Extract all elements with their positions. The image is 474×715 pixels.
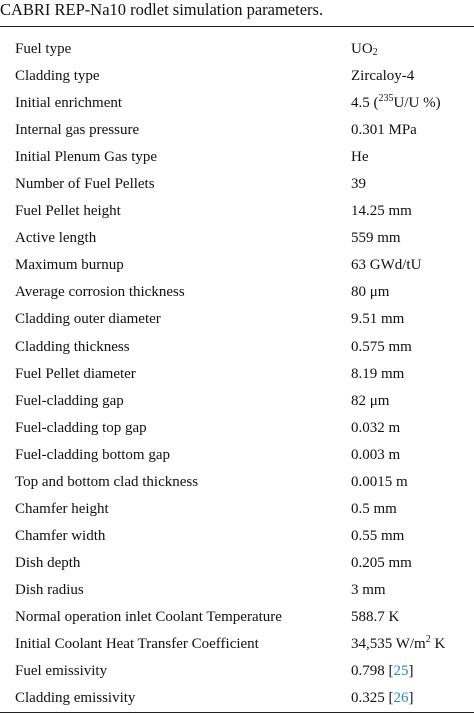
table-row: [0, 631, 474, 658]
table-row: [0, 496, 474, 523]
table-row: [0, 469, 474, 496]
table-row: [0, 36, 474, 63]
table-row: [0, 117, 474, 144]
param-label: Initial Plenum Gas type: [15, 149, 158, 166]
table-row: [0, 198, 474, 225]
param-value: 63 GWd/tU: [351, 257, 422, 274]
param-label: Chamfer height: [15, 500, 109, 517]
param-value: 0.003 m: [351, 446, 401, 463]
table-caption: CABRI REP-Na10 rodlet simulation parameters.: [0, 0, 324, 19]
param-label: Initial Coolant Heat Transfer Coefficient: [15, 636, 259, 653]
param-value: He: [351, 149, 369, 166]
table-row: [0, 334, 474, 361]
param-label: Average corrosion thickness: [15, 284, 185, 301]
param-label: Chamfer width: [15, 527, 106, 544]
table-row: [0, 550, 474, 577]
param-label: Fuel-cladding bottom gap: [15, 446, 170, 463]
table-row: [0, 144, 474, 171]
param-label: Initial enrichment: [15, 95, 123, 112]
param-value: 559 mm: [351, 230, 401, 247]
param-label: Internal gas pressure: [15, 122, 140, 139]
param-label: Fuel-cladding gap: [15, 392, 124, 409]
param-value: 82 μm: [351, 392, 390, 409]
table-row: [0, 442, 474, 469]
table-row: [0, 225, 474, 252]
param-value: 14.25 mm: [351, 203, 412, 220]
table-row: [0, 279, 474, 306]
table-top-rule: [0, 26, 474, 27]
param-label: Cladding emissivity: [15, 690, 136, 707]
table-row: [0, 577, 474, 604]
param-label: Normal operation inlet Coolant Temperature: [15, 608, 282, 625]
param-value: 0.301 MPa: [351, 122, 417, 139]
table-row: [0, 604, 474, 631]
param-value: $UO_2$: [351, 41, 378, 58]
param-label: Fuel emissivity: [15, 663, 108, 680]
param-label: Fuel Pellet height: [15, 203, 121, 220]
param-label: Cladding outer diameter: [15, 311, 161, 328]
param-label: Fuel type: [15, 41, 72, 57]
param-value: 588.7 K: [351, 608, 400, 625]
param-label: Cladding type: [15, 68, 100, 85]
param-value: 34,535 $W/m^2$ K: [351, 634, 446, 653]
param-value: 0.575 mm: [351, 338, 412, 355]
parameters-table: [0, 36, 474, 712]
param-value: 39: [351, 176, 366, 193]
param-value: 0.798 [25]: [351, 663, 414, 680]
reference-link[interactable]: 25: [393, 663, 409, 680]
table-row: [0, 388, 474, 415]
table-row: [0, 685, 474, 712]
param-label: Cladding thickness: [15, 338, 130, 355]
table-row: [0, 361, 474, 388]
param-label: Dish depth: [15, 554, 81, 571]
param-value: 4.5 ($^{235}$U/U %): [351, 93, 441, 112]
param-value: 80 μm: [351, 284, 390, 301]
param-value: 9.51 mm: [351, 311, 405, 328]
param-label: Active length: [15, 230, 97, 247]
param-label: Number of Fuel Pellets: [15, 176, 155, 193]
param-value: 0.0015 m: [351, 473, 408, 490]
param-label: Fuel Pellet diameter: [15, 365, 136, 382]
param-value: Zircaloy-4: [351, 68, 415, 85]
param-value: 0.325 [26]: [351, 690, 414, 707]
param-value: 0.032 m: [351, 419, 401, 436]
param-value: 0.55 mm: [351, 527, 405, 544]
table-row: [0, 171, 474, 198]
table-row: [0, 252, 474, 279]
table-row: [0, 63, 474, 90]
param-label: Top and bottom clad thickness: [15, 473, 199, 490]
param-label: Maximum burnup: [15, 257, 124, 274]
table-row: [0, 415, 474, 442]
reference-link[interactable]: 26: [393, 690, 409, 707]
param-value: 8.19 mm: [351, 365, 405, 382]
table-row: [0, 523, 474, 550]
table-bottom-rule: [0, 712, 474, 713]
table-row: [0, 90, 474, 117]
param-value: 0.205 mm: [351, 554, 412, 571]
param-label: Fuel-cladding top gap: [15, 419, 147, 436]
table-row: [0, 658, 474, 685]
param-value: 0.5 mm: [351, 500, 397, 517]
table-row: [0, 306, 474, 333]
param-value: 3 mm: [351, 581, 386, 598]
param-label: Dish radius: [15, 581, 84, 598]
